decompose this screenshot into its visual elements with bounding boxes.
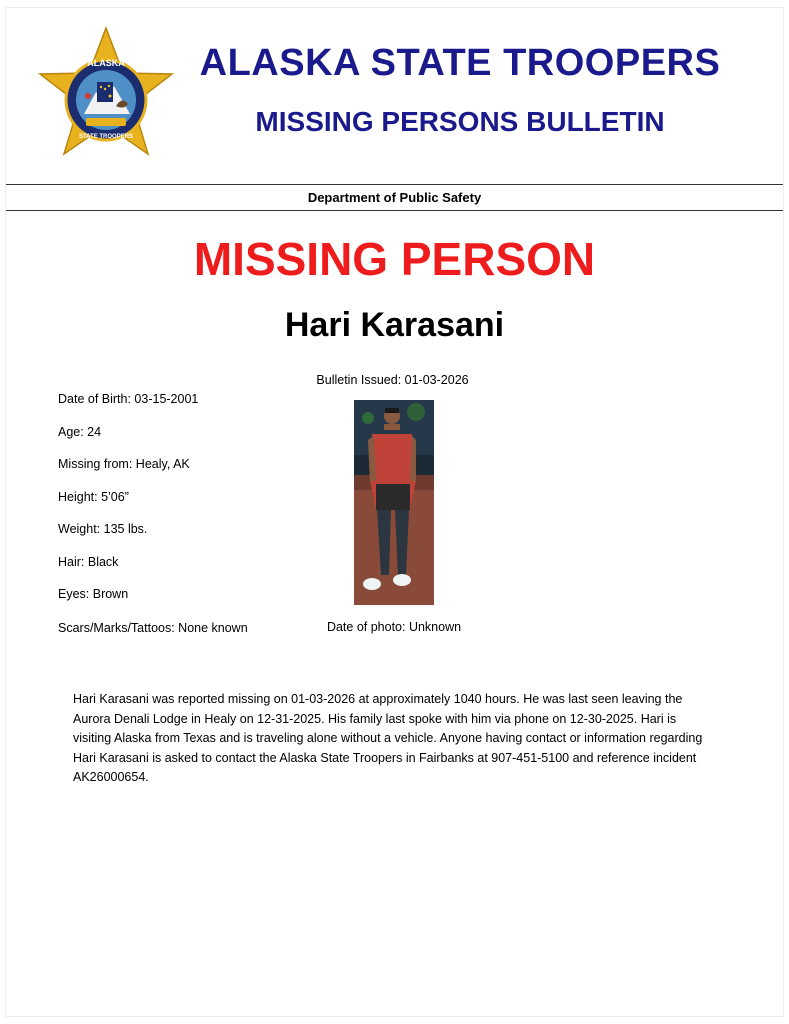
person-photo — [354, 400, 434, 605]
eyes: Eyes: Brown — [58, 587, 129, 601]
photo-caption: Date of photo: Unknown — [326, 620, 462, 634]
alaska-state-troopers-seal — [34, 26, 178, 162]
weight: Weight: 135 lbs. — [58, 522, 148, 536]
agency-title: ALASKA STATE TROOPERS — [199, 42, 721, 84]
header-divider-bottom — [6, 210, 783, 211]
person-details — [58, 390, 258, 650]
bulletin-issued-date: Bulletin Issued: 01-03-2026 — [316, 373, 469, 387]
height: Height: 5’06” — [58, 489, 129, 504]
scars-marks-tattoos: Scars/Marks/Tattoos: None known — [58, 620, 248, 635]
missing-person-heading: MISSING PERSON — [193, 233, 596, 285]
person-name: Hari Karasani — [284, 306, 505, 344]
date-of-birth: Date of Birth: 03-15-2001 — [58, 392, 199, 406]
missing-from: Missing from: Healy, AK — [58, 457, 190, 471]
header-divider-top — [6, 184, 783, 185]
bulletin-title: MISSING PERSONS BULLETIN — [255, 106, 665, 137]
case-narrative: Hari Karasani was reported missing on 01-03-2026 at approximately 1040 hours. He was last seen leaving the Aurora Denali Lodge in Healy on 12-31-2025. His family last spoke with him via phone on 12-30-2025. Hari is visiting Alaska from Texas and is traveling alone without a vehicle. Anyone having contact or information regarding Hari Karasani is asked to contact the Alaska State Troopers in Fairbanks at 907-451-5100 and reference incident AK26000654. — [73, 692, 703, 785]
svg-text:ALASKA: ALASKA — [87, 58, 125, 68]
age: Age: 24 — [58, 424, 102, 439]
svg-text:STATE TROOPERS: STATE TROOPERS — [78, 134, 134, 140]
hair: Hair: Black — [58, 554, 119, 569]
department-label: Department of Public Safety — [307, 190, 482, 205]
